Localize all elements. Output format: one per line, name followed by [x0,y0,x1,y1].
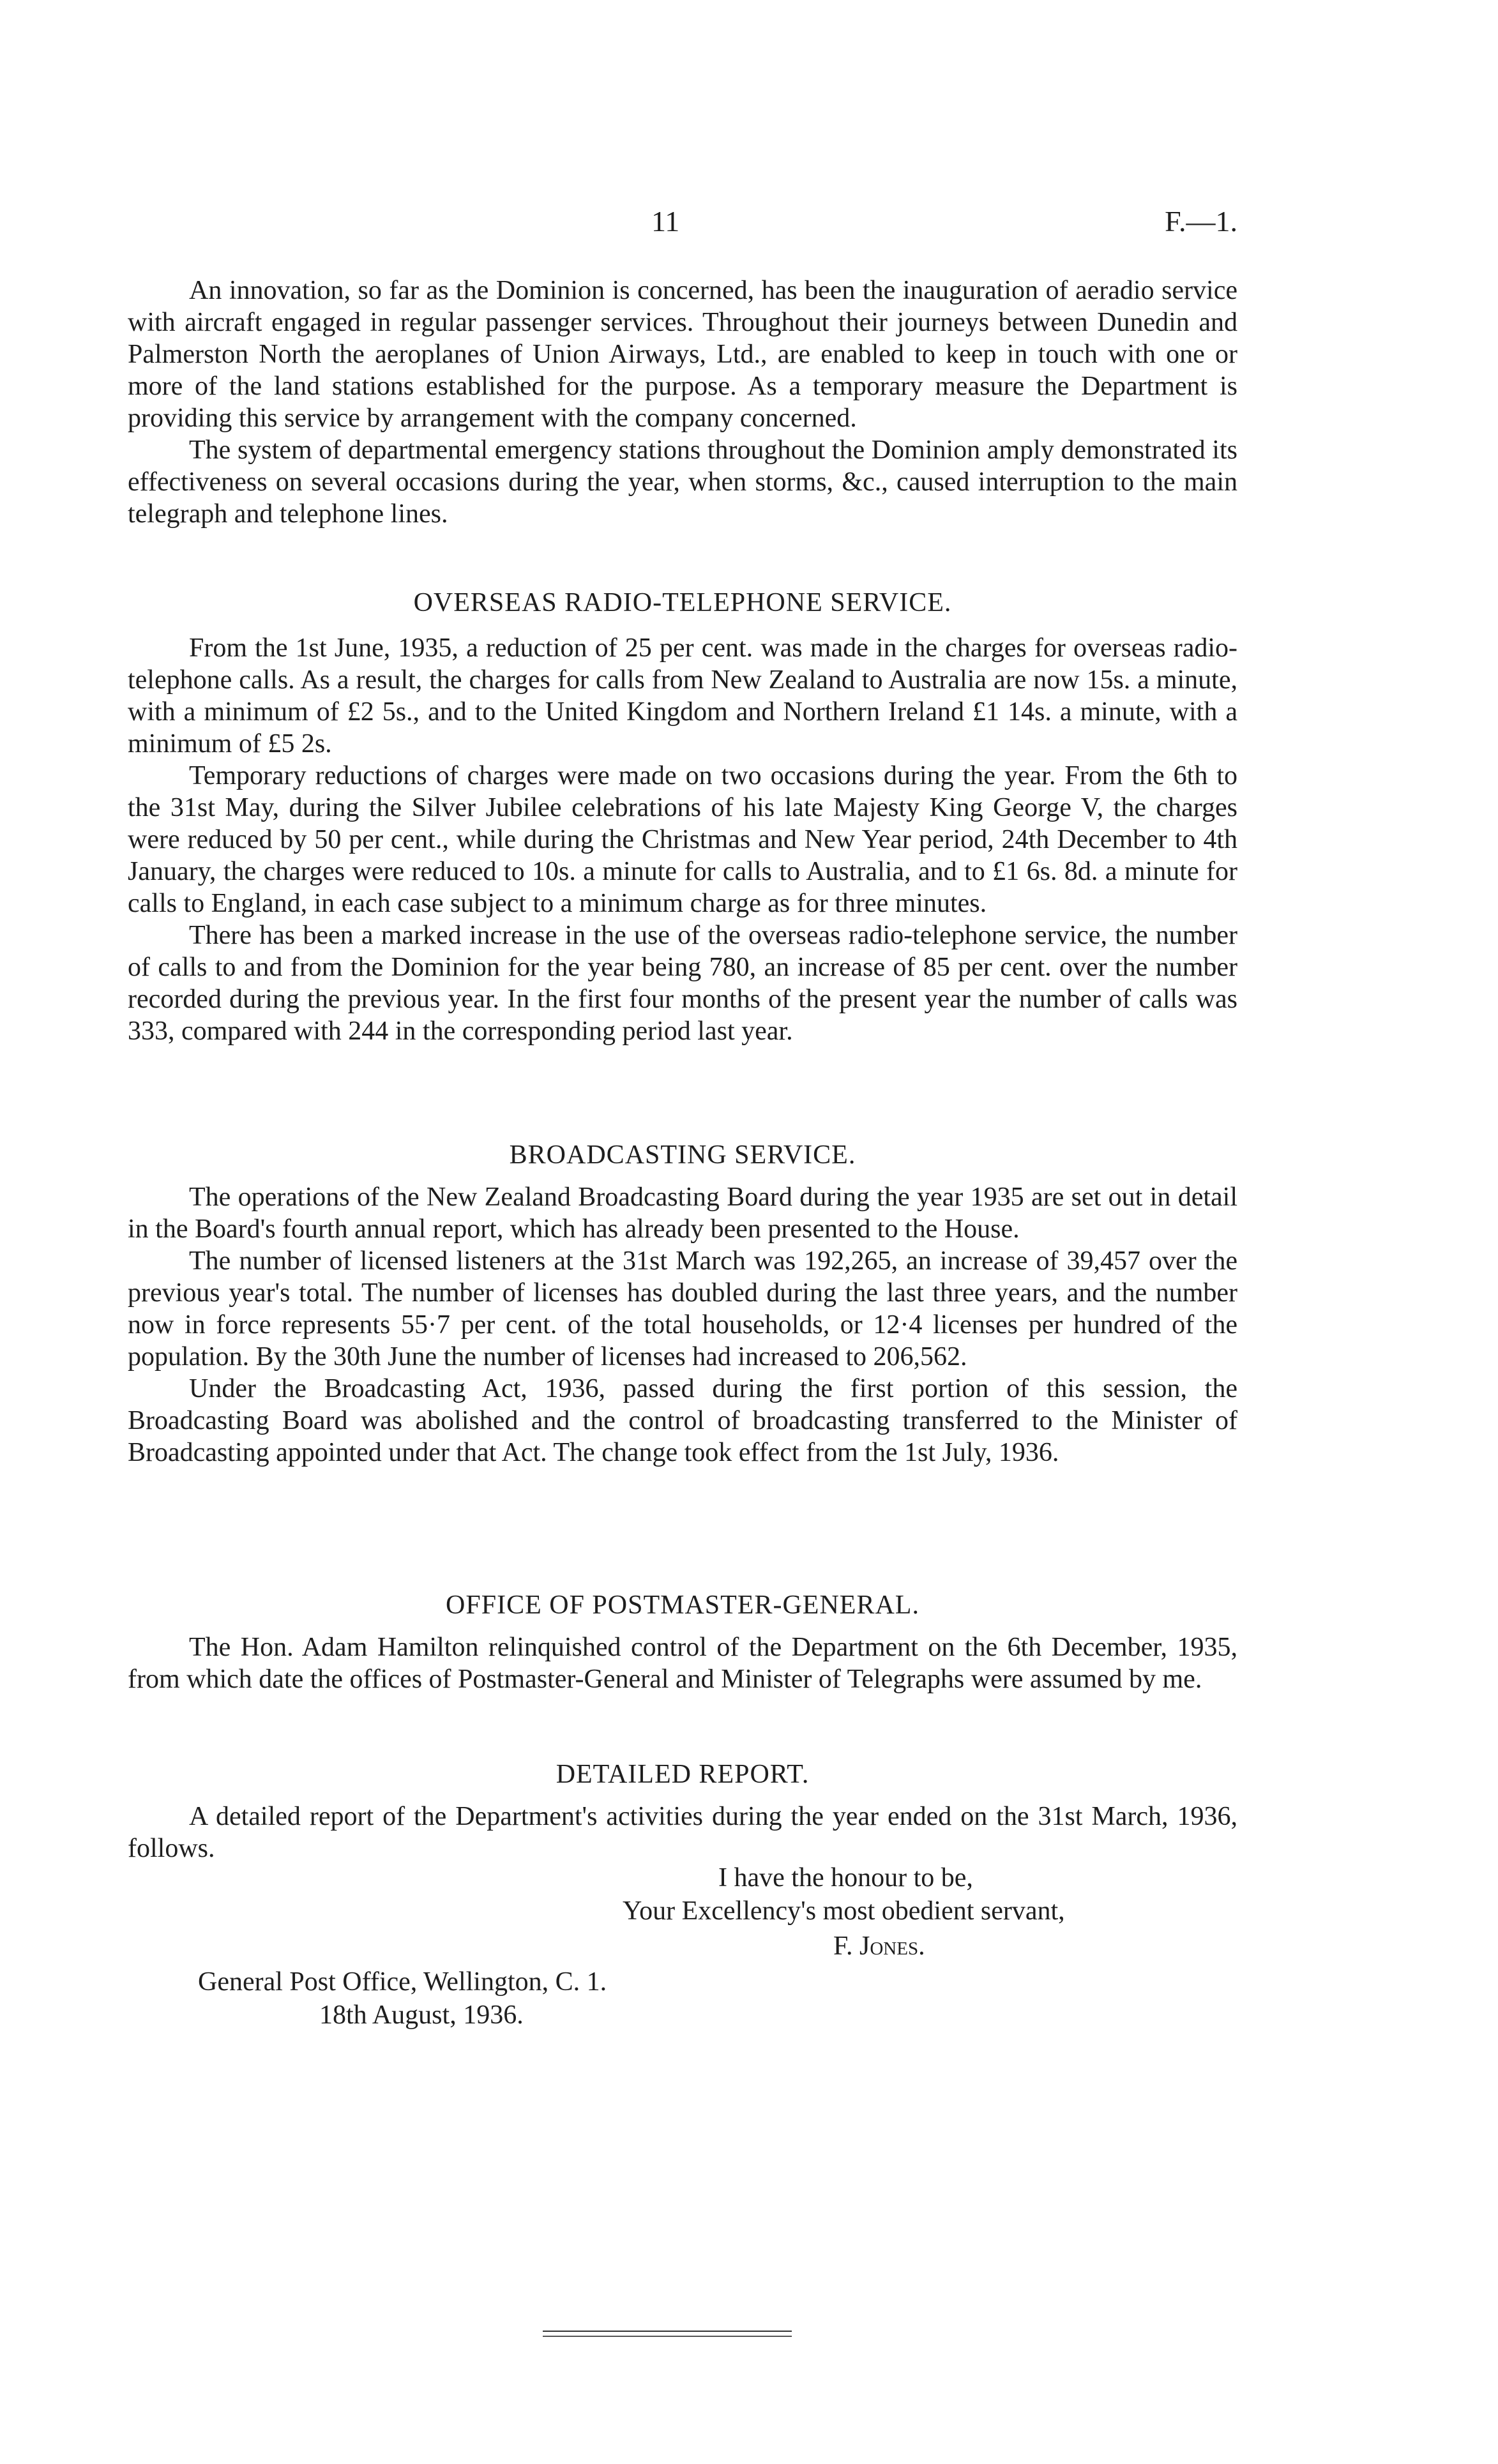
paragraph: Under the Broadcasting Act, 1936, passed during the first portion of this session, the Broadcasting Board was abolished and the control of broadcasting transferred to the Minister of Broadcasting appointed under that Act. The change took effect from the 1st July, 1936. [128,1374,1237,1467]
closing-rule [543,2331,792,2332]
paragraph: The number of licensed listeners at the 31st March was 192,265, an increase of 39,457 over the previous year's total. The number of licenses has doubled during the last three years, and the number now in force represents 55·7 per cent. of the total households, or 12·4 licenses per hundred of the population. By the 30th June the number of licenses had increased to 206,562. [128,1246,1237,1372]
page-number: 11 [651,205,680,238]
section-body-detailed-report [128,1801,1237,1864]
section-heading-detailed-report: DETAILED REPORT. [556,1760,810,1789]
paragraph: The operations of the New Zealand Broadcasting Board during the year 1935 are set out in detail in the Board's fourth annual report, which has already been presented to the House. [128,1183,1237,1244]
section-body-overseas [128,632,1237,1047]
section-body-postmaster [128,1631,1237,1695]
section-heading-overseas: OVERSEAS RADIO-TELEPHONE SERVICE. [413,588,952,617]
intro-block [128,275,1237,530]
paragraph: Temporary reductions of charges were made on two occasions during the year. From the 6th to the 31st May, during the Silver Jubilee celebrations of his late Majesty King George V, the charges were reduced by 50 per cent., while during the Christmas and New Year period, 24th December to 4th January, the charges were reduced to 10s. a minute for calls to Australia, and to £1 6s. 8d. a minute for calls to England, in each case subject to a minimum charge as for three minutes. [128,761,1237,918]
section-body-broadcasting [128,1181,1237,1469]
paragraph: From the 1st June, 1935, a reduction of 25 per cent. was made in the charges for overseas radio-telephone calls. As a result, the charges for calls from New Zealand to Australia are now 15s. a minute, with a minimum of £2 5s., and to the United Kingdom and Northern Ireland £1 14s. a minute, with a minimum of £5 2s. [128,633,1237,759]
dateline-place: General Post Office, Wellington, C. 1. [198,1967,607,1997]
document-reference: F.—1. [1165,205,1237,238]
closing-line-2: Your Excellency's most obedient servant, [623,1896,1065,1926]
paragraph: An innovation, so far as the Dominion is concerned, has been the inauguration of aeradio service with aircraft engaged in regular passenger services. Throughout their journeys between Dunedin and Palmerston North the aeroplanes of Union Airways, Ltd., are enabled to keep in touch with one or more of the land stations established for the purpose. As a temporary measure the Department is providing this service by arrangement with the company concerned. [128,276,1237,433]
signature: F. Jones. [833,1931,925,1961]
paragraph: A detailed report of the Department's activities during the year ended on the 31st March, 1936, follows. [128,1802,1237,1863]
paragraph: The system of departmental emergency stations throughout the Dominion amply demonstrated its effectiveness on several occasions during the year, when storms, &c., caused interruption to the main telegraph and telephone lines. [128,435,1237,529]
closing-line-1: I have the honour to be, [718,1863,973,1893]
paragraph: The Hon. Adam Hamilton relinquished control of the Department on the 6th December, 1935, from which date the offices of Postmaster-General and Minister of Telegraphs were assumed by me. [128,1633,1237,1694]
paragraph: There has been a marked increase in the use of the overseas radio-telephone service, the number of calls to and from the Dominion for the year being 780, an increase of 85 per cent. over the number recorded during the previous year. In the first four months of the present year the number of calls was 333, compared with 244 in the corresponding period last year. [128,921,1237,1046]
dateline-date: 18th August, 1936. [319,2000,524,2030]
closing-rule-lower [543,2336,792,2337]
section-heading-postmaster: OFFICE OF POSTMASTER-GENERAL. [446,1591,919,1620]
section-heading-broadcasting: BROADCASTING SERVICE. [509,1140,856,1170]
